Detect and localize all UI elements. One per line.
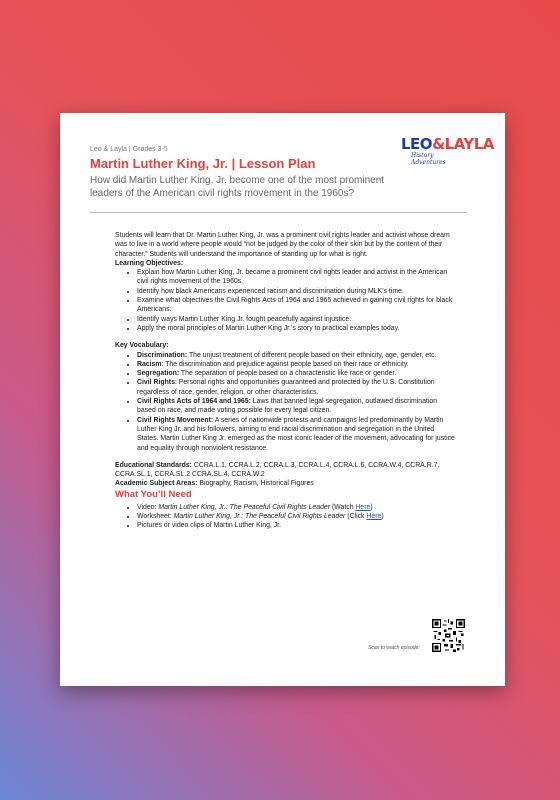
vocab-term: Civil Rights Movement:: [137, 416, 214, 424]
vocab-term: Civil Rights: [137, 379, 175, 387]
material-item-pictures: [137, 521, 455, 530]
material-title: Martin Luther King, Jr.: The Peaceful Civil Rights Leader: [158, 503, 331, 511]
vocab-item: [137, 416, 455, 453]
logo-ampersand: &: [432, 135, 445, 153]
vocab-definition: The unjust treatment of different people based on their ethnicity, age, gender, etc.: [187, 351, 437, 359]
vocab-item: [137, 351, 455, 360]
objective-item: • Identify how black Americans experienced racism and discrimination during MLK’s time.: [137, 287, 455, 296]
vocab-term: Civil Rights Acts of 1964 and 1965:: [137, 398, 251, 406]
click-here-link[interactable]: Here: [366, 513, 382, 521]
vocab-item: [137, 397, 455, 416]
page-title: Martin Luther King, Jr. | Lesson Plan: [90, 156, 316, 171]
vocab-item: [137, 360, 455, 369]
vocab-definition: : Personal rights and opportunities guaranteed and protected by the U.S. Constitution regardless of race, gender, religion, or other characteristics.: [137, 379, 435, 396]
what-youll-need-heading: What You’ll Need: [115, 488, 192, 500]
brand-grade-label: Leo & Layla | Grades 3-5: [90, 146, 168, 153]
vocabulary-heading: Key Vocabulary:: [115, 342, 169, 350]
vocabulary-list: [115, 351, 455, 453]
material-title: Martin Luther King, Jr.: The Peaceful Civil Rights Leader: [173, 513, 346, 521]
vocab-definition: : The discrimination and prejudice against people based on their race or ethnicity.: [161, 360, 409, 368]
watch-here-link[interactable]: Here: [355, 503, 371, 511]
vocab-definition: A series of nationwide protests and campaigns led predominantly by Martin Luther King Jr. and his followers, aiming to end racial discrimination and segregation in the United States. Martin Luther King Jr. emerged as the most iconic leader of the movement, advocating for justice and equality through nonviolent resistance.: [137, 416, 455, 452]
materials-list: [115, 503, 455, 531]
leo-layla-logo: [401, 135, 494, 181]
objective-item: • Identify ways Martin Luther King Jr. fought peacefully against injustice.: [137, 315, 455, 324]
page-subtitle: How did Martin Luther King, Jr. become one of the most prominent leaders of the American civil rights movement in the 1960s?: [90, 175, 385, 199]
objective-item: • Explain how Martin Luther King, Jr. became a prominent civil rights leader and activist in the American civil rights movement of the 1960s.: [137, 268, 455, 287]
vocab-term: Discrimination:: [137, 351, 188, 359]
vocab-item: [137, 378, 455, 397]
lesson-content: [115, 231, 455, 539]
intro-paragraph: Students will learn that Dr. Martin Luther King, Jr. was a prominent civil rights leader and activist whose dream was to live in a world where people would “not be judged by the color of their skin but by the content of their character.” Students will understand the importance of standing up for what is right.: [115, 232, 450, 258]
material-item-video: [137, 503, 455, 512]
objectives-heading: Learning Objectives:: [115, 259, 184, 267]
header-divider: [90, 212, 467, 213]
material-prefix: Worksheet:: [137, 513, 174, 521]
vocab-definition: Laws that banned legal segregation, outlawed discrimination based on race, and made voting possible for every legal citizen.: [137, 398, 438, 415]
material-suffix: ): [370, 503, 373, 511]
logo-tagline: History Adventures: [411, 152, 446, 166]
vocab-term: Segregation:: [137, 370, 180, 378]
material-item-worksheet: [137, 512, 455, 521]
objective-item: • Examine what objectives the Civil Rights Acts of 1964 and 1965 achieved in gaining civil rights for black Americans.: [137, 296, 455, 315]
logo-part-layla: LAYLA: [444, 135, 494, 153]
areas-label: Academic Subject Areas:: [115, 480, 198, 488]
areas-value: Biography, Racism, Historical Figures: [197, 480, 314, 488]
vocab-item: [137, 369, 455, 378]
standards-value: CCRA.L.1, CCRA.L.2, CCRA.L.3, CCRA.L.4, CCRA.L.6, CCRA.W.4, CCRA.R.7, CCRA.SL.1, CCRA.SL.2 CCRA.SL.4, CCRA.W.2: [115, 461, 440, 479]
vocab-definition: The separation of people based on a characteristic like race or gender.: [179, 370, 397, 378]
vocab-term: Racism: [137, 360, 162, 368]
qr-code-icon[interactable]: [432, 619, 465, 652]
material-suffix: ): [381, 513, 384, 521]
logo-part-leo: LEO: [401, 135, 433, 153]
academic-subject-areas: [115, 479, 455, 488]
material-prefix: Video:: [137, 503, 159, 511]
standards-label: Educational Standards:: [115, 461, 192, 469]
material-mid: (Watch: [330, 503, 356, 511]
educational-standards: [115, 461, 455, 480]
material-prefix: Pictures or video clips of Martin Luther King, Jr.: [137, 522, 281, 530]
material-mid: (Click: [345, 513, 367, 521]
lesson-plan-page: [60, 113, 505, 686]
objective-item: • Apply the moral principles of Martin Luther King Jr.’s story to practical examples today.: [137, 324, 455, 333]
scan-label: Scan to watch episode:: [368, 645, 420, 651]
objectives-list: [115, 268, 455, 333]
